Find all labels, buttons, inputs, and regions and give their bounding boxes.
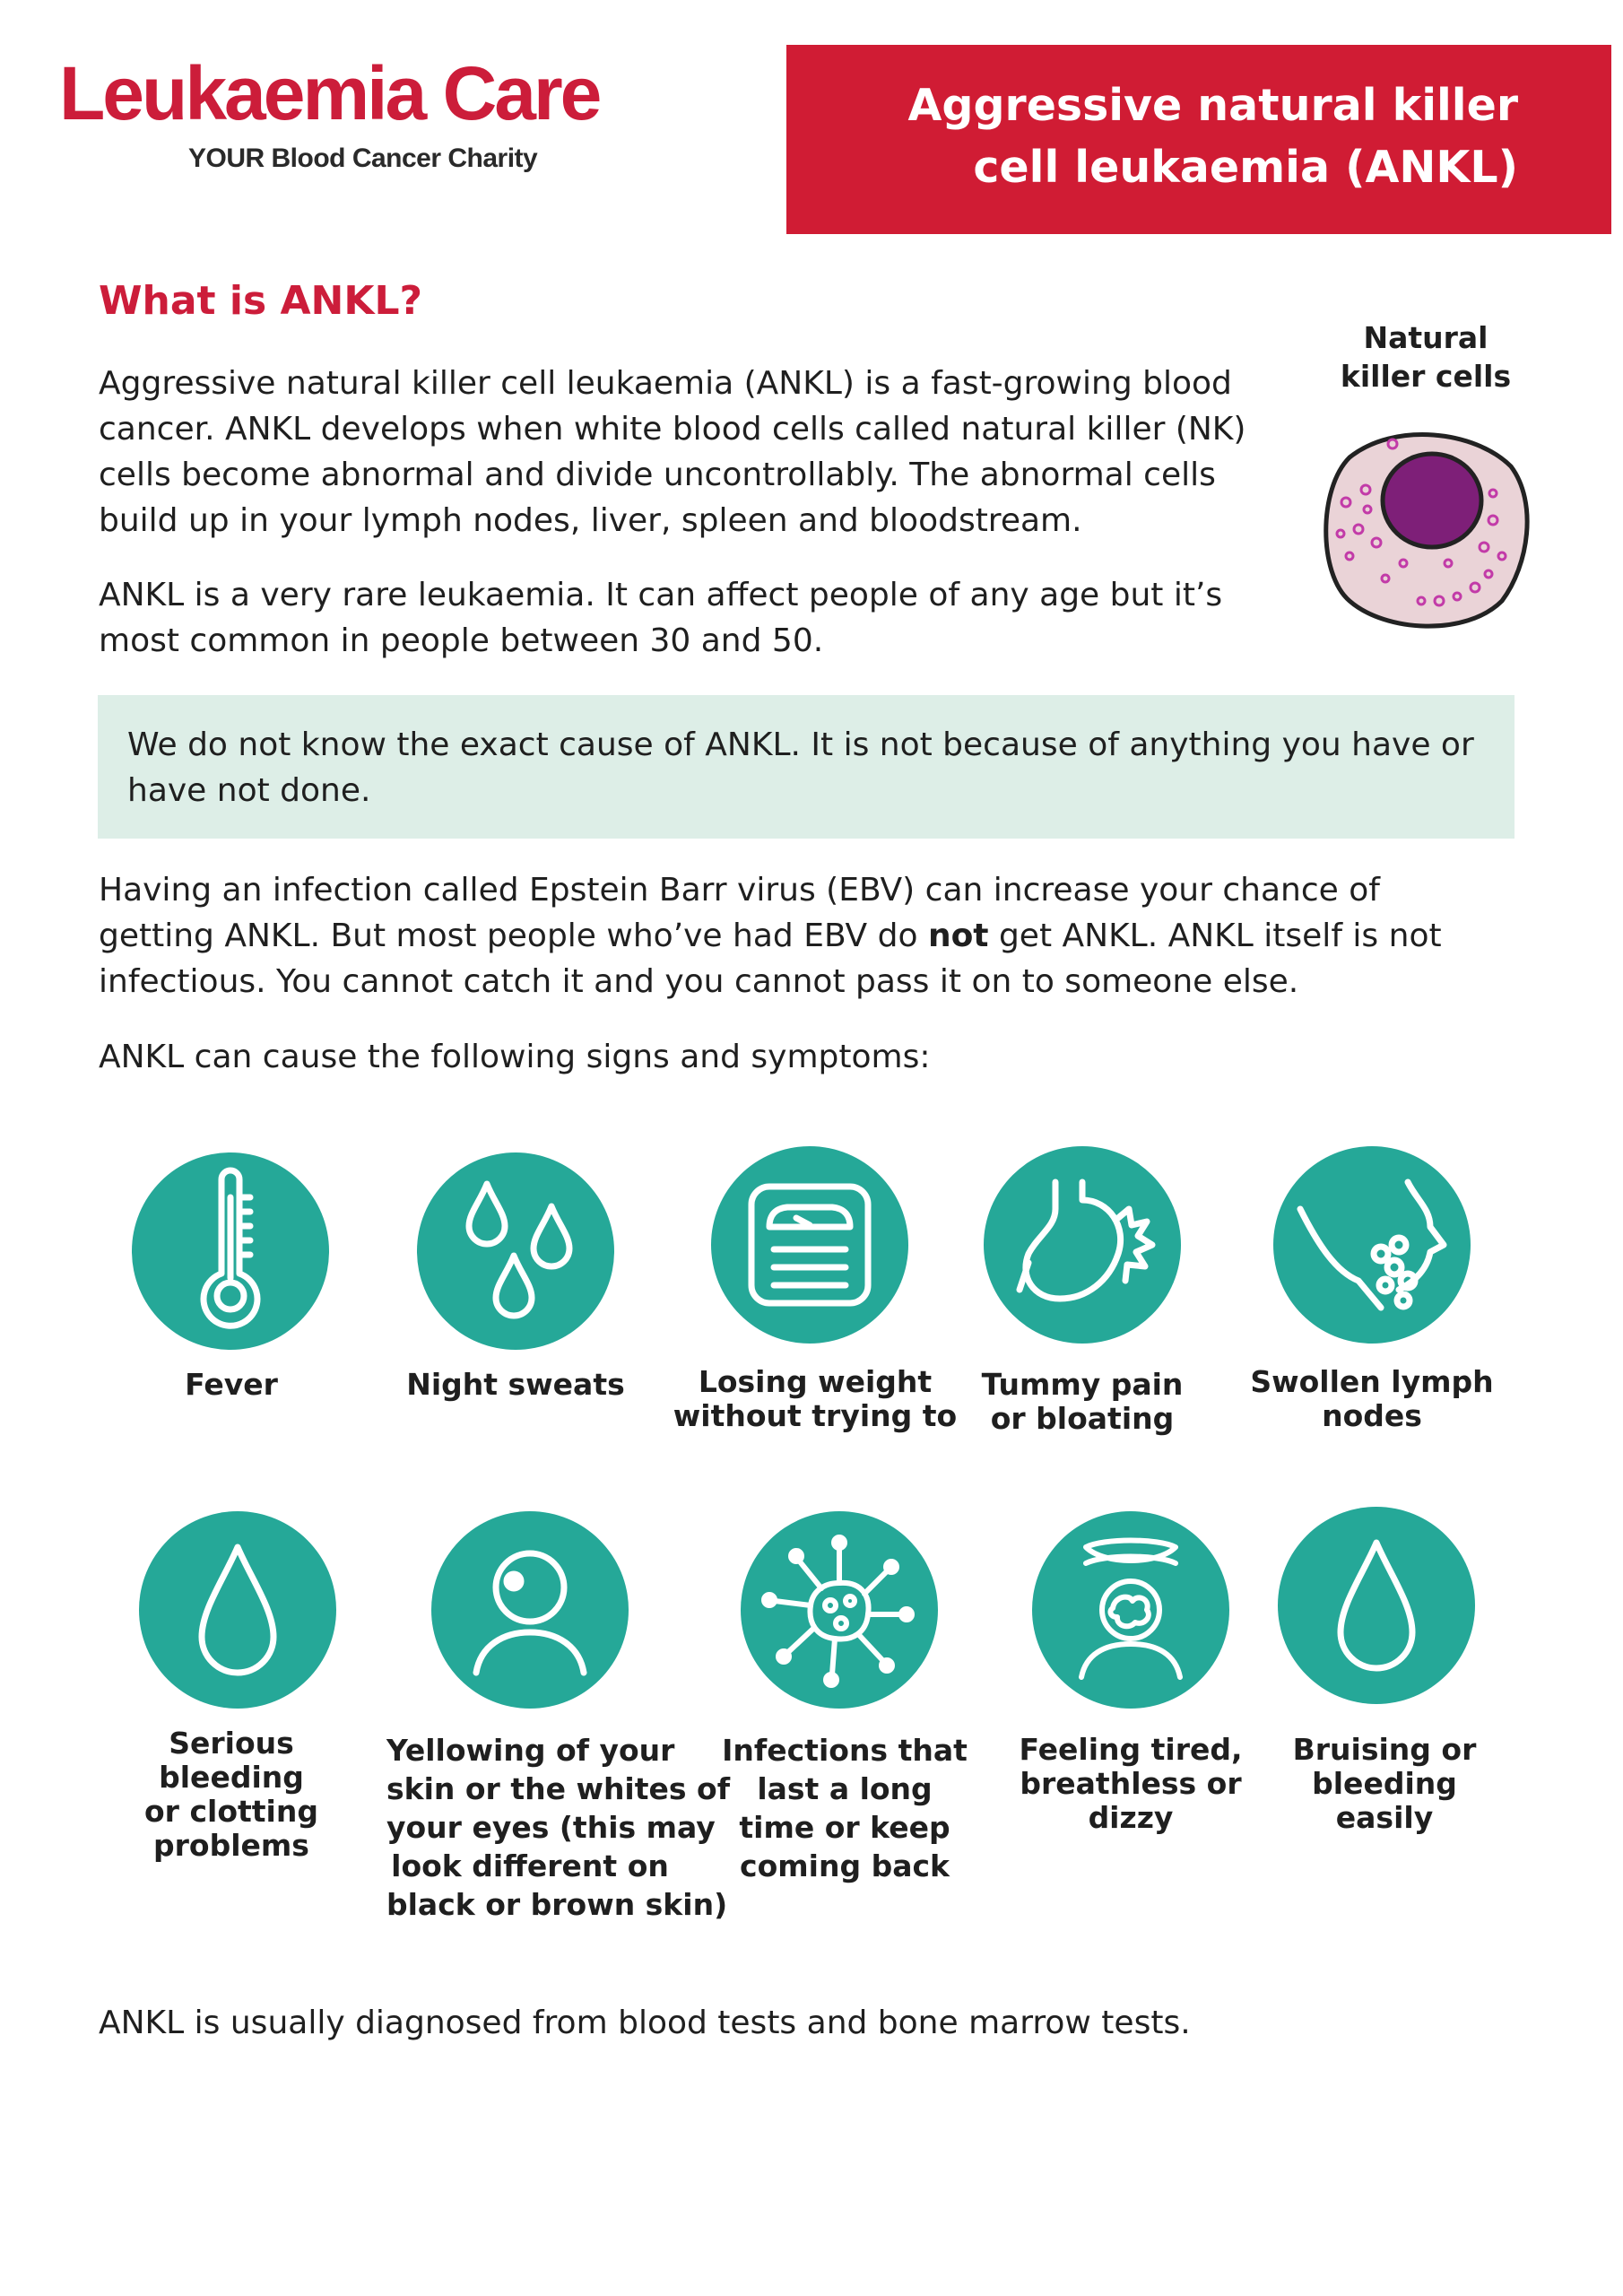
germ-icon — [741, 1511, 938, 1709]
intro-line: cancer. ANKL develops when white blood cells called natural killer (NK) — [99, 411, 1246, 448]
symptom-label-line: Tummy pain — [981, 1367, 1184, 1402]
drop-icon — [1278, 1507, 1475, 1704]
ebv-paragraph — [99, 867, 1442, 1004]
symptom-label-line: bleeding — [159, 1760, 304, 1795]
symptom-label-line: time or keep — [739, 1810, 950, 1845]
banner-line-2: cell leukaemia (ANKL) — [973, 142, 1518, 193]
callout-line: We do not know the exact cause of ANKL. It is not because of anything you have or — [127, 726, 1474, 763]
rarity-paragraph — [99, 572, 1222, 664]
ebv-line — [99, 913, 1442, 959]
symptom-label-infections — [701, 1731, 988, 1885]
symptom-label-line: Night sweats — [406, 1367, 625, 1402]
intro-paragraph — [99, 361, 1245, 544]
symptom-label-line: nodes — [1322, 1398, 1422, 1433]
symptom-label-night-sweats — [372, 1368, 659, 1402]
symptom-label-line: without trying to — [673, 1398, 958, 1433]
symptom-label-line: or clotting — [144, 1794, 318, 1829]
symptom-label-line: problems — [153, 1828, 309, 1863]
symptom-label-line: Swollen lymph — [1250, 1364, 1494, 1399]
symptom-label-line: Yellowing of your — [386, 1733, 675, 1768]
symptom-label-line: Bruising or — [1292, 1732, 1477, 1767]
symptom-label-line: black or brown skin) — [386, 1887, 728, 1922]
diagnosis-text: ANKL is usually diagnosed from blood tests and bone marrow tests. — [99, 2005, 1191, 2041]
ebv-emphasis: not — [927, 918, 989, 954]
symptom-label-line: coming back — [740, 1848, 950, 1883]
dizzy-person-icon — [1032, 1511, 1229, 1709]
symptom-label-line: look different on — [391, 1848, 669, 1883]
symptom-label-line: Serious — [169, 1726, 294, 1761]
symptom-label-line: bleeding — [1312, 1766, 1457, 1801]
symptom-label-lymph — [1228, 1365, 1515, 1433]
symptom-label-bruising — [1241, 1733, 1528, 1835]
symptom-label-line: Fever — [185, 1367, 278, 1402]
symptoms-intro — [99, 1034, 930, 1080]
nk-cell-label-line: Natural — [1363, 320, 1488, 355]
ebv-line: infectious. You cannot catch it and you cannot pass it on to someone else. — [99, 963, 1299, 1000]
symptom-label-line: easily — [1335, 1800, 1434, 1835]
sweat-drops-icon — [417, 1152, 614, 1350]
symptom-label-yellowing — [386, 1731, 731, 1924]
nk-cell-label-line: killer cells — [1340, 359, 1512, 394]
symptom-label-weight — [672, 1365, 959, 1433]
symptom-label-tummy — [939, 1368, 1226, 1436]
symptom-label-line: dizzy — [1088, 1800, 1174, 1835]
cause-callout — [98, 695, 1515, 839]
intro-line: cells become abnormal and divide uncontrollably. The abnormal cells — [99, 457, 1216, 493]
callout-line: have not done. — [127, 772, 371, 809]
symptom-label-line: Infections that — [722, 1733, 968, 1768]
lymph-nodes-icon — [1273, 1146, 1471, 1344]
blood-drop-icon — [139, 1511, 336, 1709]
symptom-label-line: Losing weight — [698, 1364, 933, 1399]
weighing-scale-icon — [711, 1146, 908, 1344]
symptom-label-line: skin or the whites of — [386, 1771, 731, 1806]
intro-line: build up in your lymph nodes, liver, spleen and bloodstream. — [99, 502, 1082, 539]
symptom-label-line: or bloating — [990, 1401, 1175, 1436]
ebv-text: getting ANKL. But most people who’ve had EBV do — [99, 918, 928, 954]
section-title: What is ANKL? — [99, 278, 423, 324]
symptoms-intro-text: ANKL can cause the following signs and symptoms: — [99, 1039, 931, 1075]
nk-cell-label — [1318, 318, 1533, 396]
brand-tagline: YOUR Blood Cancer Charity — [188, 144, 538, 173]
stomach-icon — [984, 1146, 1181, 1344]
thermometer-icon — [132, 1152, 329, 1350]
symptom-label-line: your eyes (this may — [386, 1810, 716, 1845]
symptom-label-bleeding — [88, 1726, 375, 1863]
ebv-line: Having an infection called Epstein Barr virus (EBV) can increase your chance of — [99, 872, 1380, 909]
title-banner — [786, 45, 1611, 234]
symptom-label-tired — [987, 1733, 1274, 1835]
symptom-label-line: breathless or — [1020, 1766, 1242, 1801]
person-eye-icon — [431, 1511, 629, 1709]
banner-line-1: Aggressive natural killer — [907, 80, 1518, 131]
diagnosis-paragraph — [99, 2000, 1191, 2046]
ebv-text: get ANKL. ANKL itself is not — [988, 918, 1442, 954]
brand-logo-name: Leukaemia Care — [59, 51, 600, 135]
rarity-line: ANKL is a very rare leukaemia. It can affect people of any age but it’s — [99, 577, 1223, 613]
rarity-line: most common in people between 30 and 50. — [99, 622, 824, 659]
intro-line: Aggressive natural killer cell leukaemia (ANKL) is a fast-growing blood — [99, 365, 1232, 402]
nk-cell-illustration — [1314, 422, 1538, 637]
symptom-label-fever — [88, 1368, 375, 1402]
symptom-label-line: Feeling tired, — [1019, 1732, 1243, 1767]
symptom-label-line: last a long — [757, 1771, 933, 1806]
